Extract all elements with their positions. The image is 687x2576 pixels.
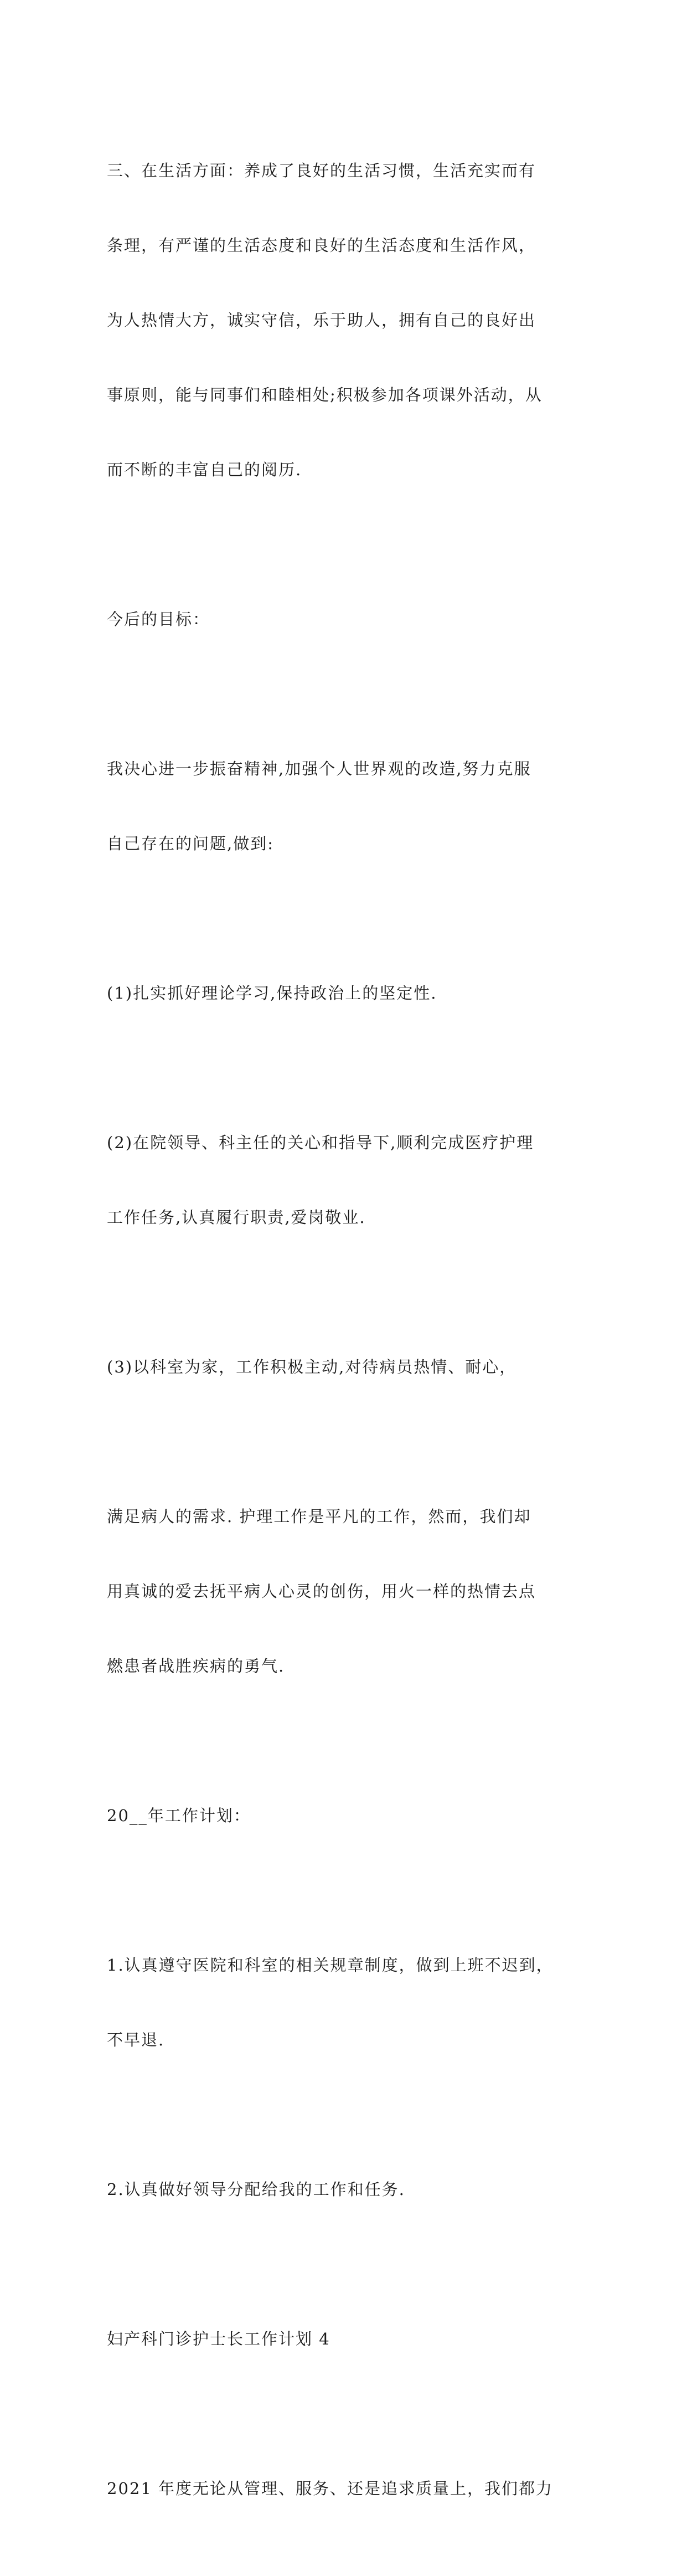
text-line: 1.认真遵守医院和科室的相关规章制度，做到上班不迟到，: [107, 1956, 554, 1975]
text-line: (1)扎实抓好理论学习,保持政治上的坚定性.: [107, 984, 437, 1002]
plan-item-1: [107, 1903, 583, 2102]
list-item-1: [107, 931, 583, 1056]
plan-item-2: [107, 2127, 583, 2252]
text-line: 工作任务,认真履行职责,爱岗敬业.: [107, 1208, 366, 1227]
text-line: 条理，有严谨的生活态度和良好的生活态度和生活作风，: [107, 236, 536, 255]
heading-work-plan: [107, 1754, 583, 1878]
text-line: (3)以科室为家，工作积极主动,对待病员热情、耐心，: [107, 1358, 517, 1376]
text-line: 妇产科门诊护士长工作计划 4: [107, 2330, 330, 2348]
text-line: 2.认真做好领导分配给我的工作和任务.: [107, 2180, 405, 2199]
text-line: 用真诚的爱去抚平病人心灵的创伤，用火一样的热情去点: [107, 1582, 536, 1601]
document-body: [107, 109, 583, 2576]
text-line: 三、在生活方面：养成了良好的生活习惯，生活充实而有: [107, 161, 536, 180]
text-line: 我决心进一步振奋精神,加强个人世界观的改造,努力克服: [107, 759, 531, 778]
text-line: 今后的目标：: [107, 610, 210, 629]
text-line: (2)在院领导、科主任的关心和指导下,顺利完成医疗护理: [107, 1133, 534, 1152]
list-item-3: [107, 1305, 583, 1430]
section-title: [107, 2277, 583, 2402]
text-line: 事原则，能与同事们和睦相处;积极参加各项课外活动，从: [107, 385, 543, 404]
text-line: 而不断的丰富自己的阅历.: [107, 460, 302, 479]
text-line: 20__年工作计划：: [107, 1806, 251, 1825]
paragraph-patient-needs: [107, 1454, 583, 1729]
paragraph-life-aspect: [107, 109, 583, 532]
text-line: 燃患者战胜疾病的勇气.: [107, 1657, 285, 1675]
text-line: 不早退.: [107, 2030, 165, 2049]
text-line: 满足病人的需求. 护理工作是平凡的工作，然而，我们却: [107, 1507, 531, 1526]
text-line: 2021 年度无论从管理、服务、还是追求质量上，我们都力: [107, 2479, 554, 2498]
list-item-2: [107, 1081, 583, 1280]
heading-future-goals: [107, 557, 583, 682]
paragraph-resolution: [107, 707, 583, 906]
paragraph-2021-summary: [107, 2426, 583, 2551]
text-line: 为人热情大方，诚实守信，乐于助人，拥有自己的良好出: [107, 311, 536, 330]
text-line: 自己存在的问题,做到:: [107, 834, 274, 853]
